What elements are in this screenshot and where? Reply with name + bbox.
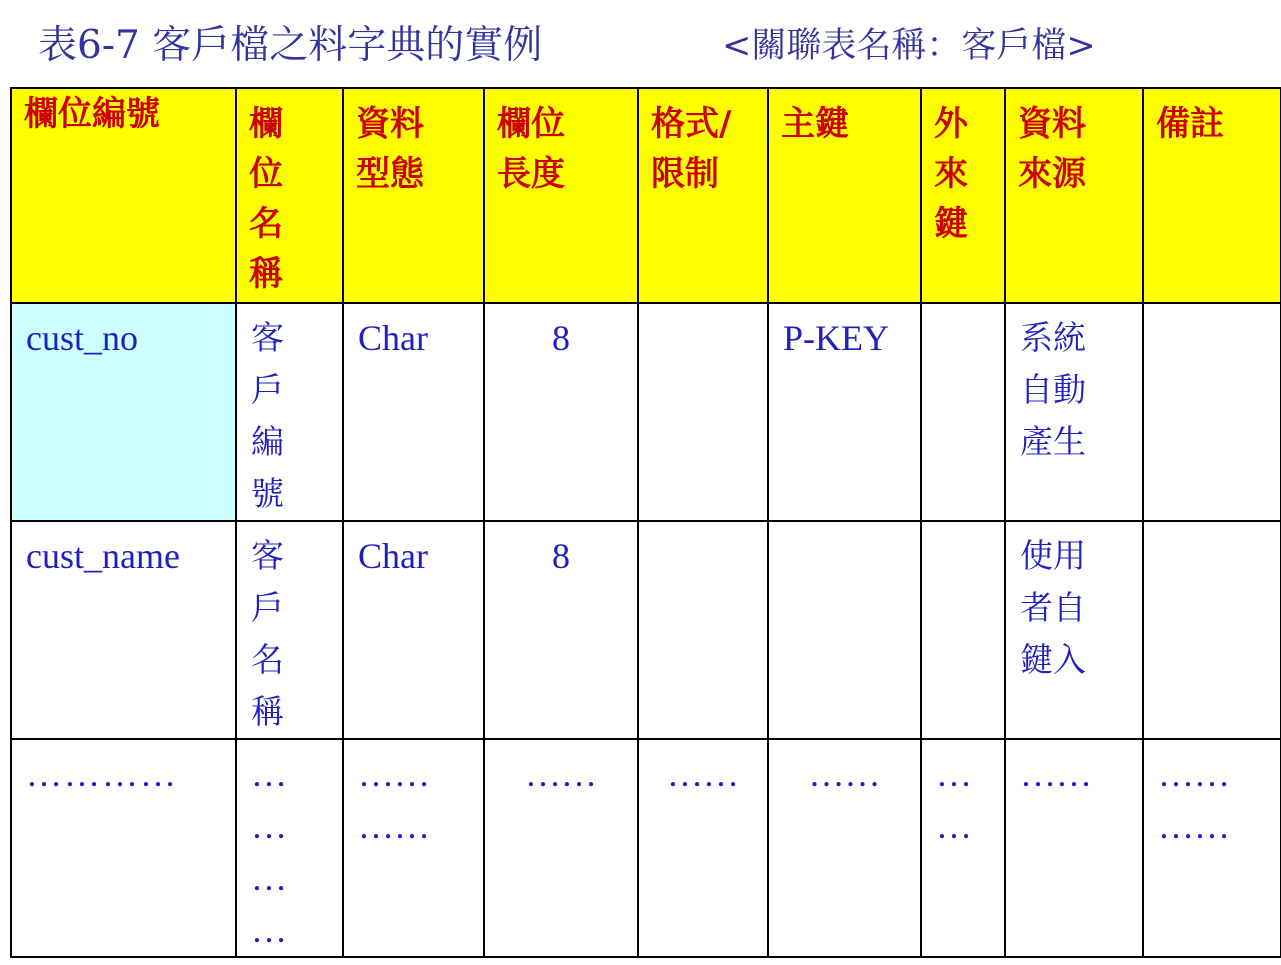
cell-format: …… <box>638 739 768 957</box>
cell-field-no: ………… <box>11 739 236 957</box>
header-primary-key: 主鍵 <box>768 88 921 303</box>
cell-foreign-key <box>921 303 1005 521</box>
cell-primary-key <box>768 521 921 739</box>
cell-primary-key: P-KEY <box>768 303 921 521</box>
table-caption: 表6-7 客戶檔之料字典的實例 <box>38 23 543 68</box>
relation-name-label: <關聯表名稱：客戶檔> <box>722 26 1096 66</box>
cell-data-source: …… <box>1005 739 1143 957</box>
cell-data-source: 使用 者自 鍵入 <box>1005 521 1143 739</box>
cell-foreign-key <box>921 521 1005 739</box>
cell-field-length: 8 <box>484 303 638 521</box>
header-format: 格式/ 限制 <box>638 88 768 303</box>
header-field-no: 欄位編號 <box>11 88 236 303</box>
cell-foreign-key: … … <box>921 739 1005 957</box>
cell-field-length: …… <box>484 739 638 957</box>
cell-field-name: … … … … <box>236 739 343 957</box>
cell-remarks: …… …… <box>1143 739 1281 957</box>
table-row <box>11 303 1281 521</box>
cell-format <box>638 521 768 739</box>
cell-data-type: Char <box>343 303 484 521</box>
header-data-type: 資料 型態 <box>343 88 484 303</box>
cell-primary-key: …… <box>768 739 921 957</box>
cell-field-no: cust_name <box>11 521 236 739</box>
header-foreign-key: 外 來 鍵 <box>921 88 1005 303</box>
header-data-source: 資料 來源 <box>1005 88 1143 303</box>
header-row <box>11 88 1281 303</box>
header-field-name: 欄 位 名 稱 <box>236 88 343 303</box>
cell-remarks <box>1143 303 1281 521</box>
header-field-length: 欄位 長度 <box>484 88 638 303</box>
data-dictionary-table <box>10 87 1281 958</box>
cell-data-source: 系統 自動 產生 <box>1005 303 1143 521</box>
header-remarks: 備註 <box>1143 88 1281 303</box>
cell-remarks <box>1143 521 1281 739</box>
table-row <box>11 739 1281 957</box>
cell-field-name: 客 戶 編 號 <box>236 303 343 521</box>
cell-field-length: 8 <box>484 521 638 739</box>
cell-data-type: Char <box>343 521 484 739</box>
cell-field-name: 客 戶 名 稱 <box>236 521 343 739</box>
table-row <box>11 521 1281 739</box>
cell-format <box>638 303 768 521</box>
cell-data-type: …… …… <box>343 739 484 957</box>
cell-field-no: cust_no <box>11 303 236 521</box>
